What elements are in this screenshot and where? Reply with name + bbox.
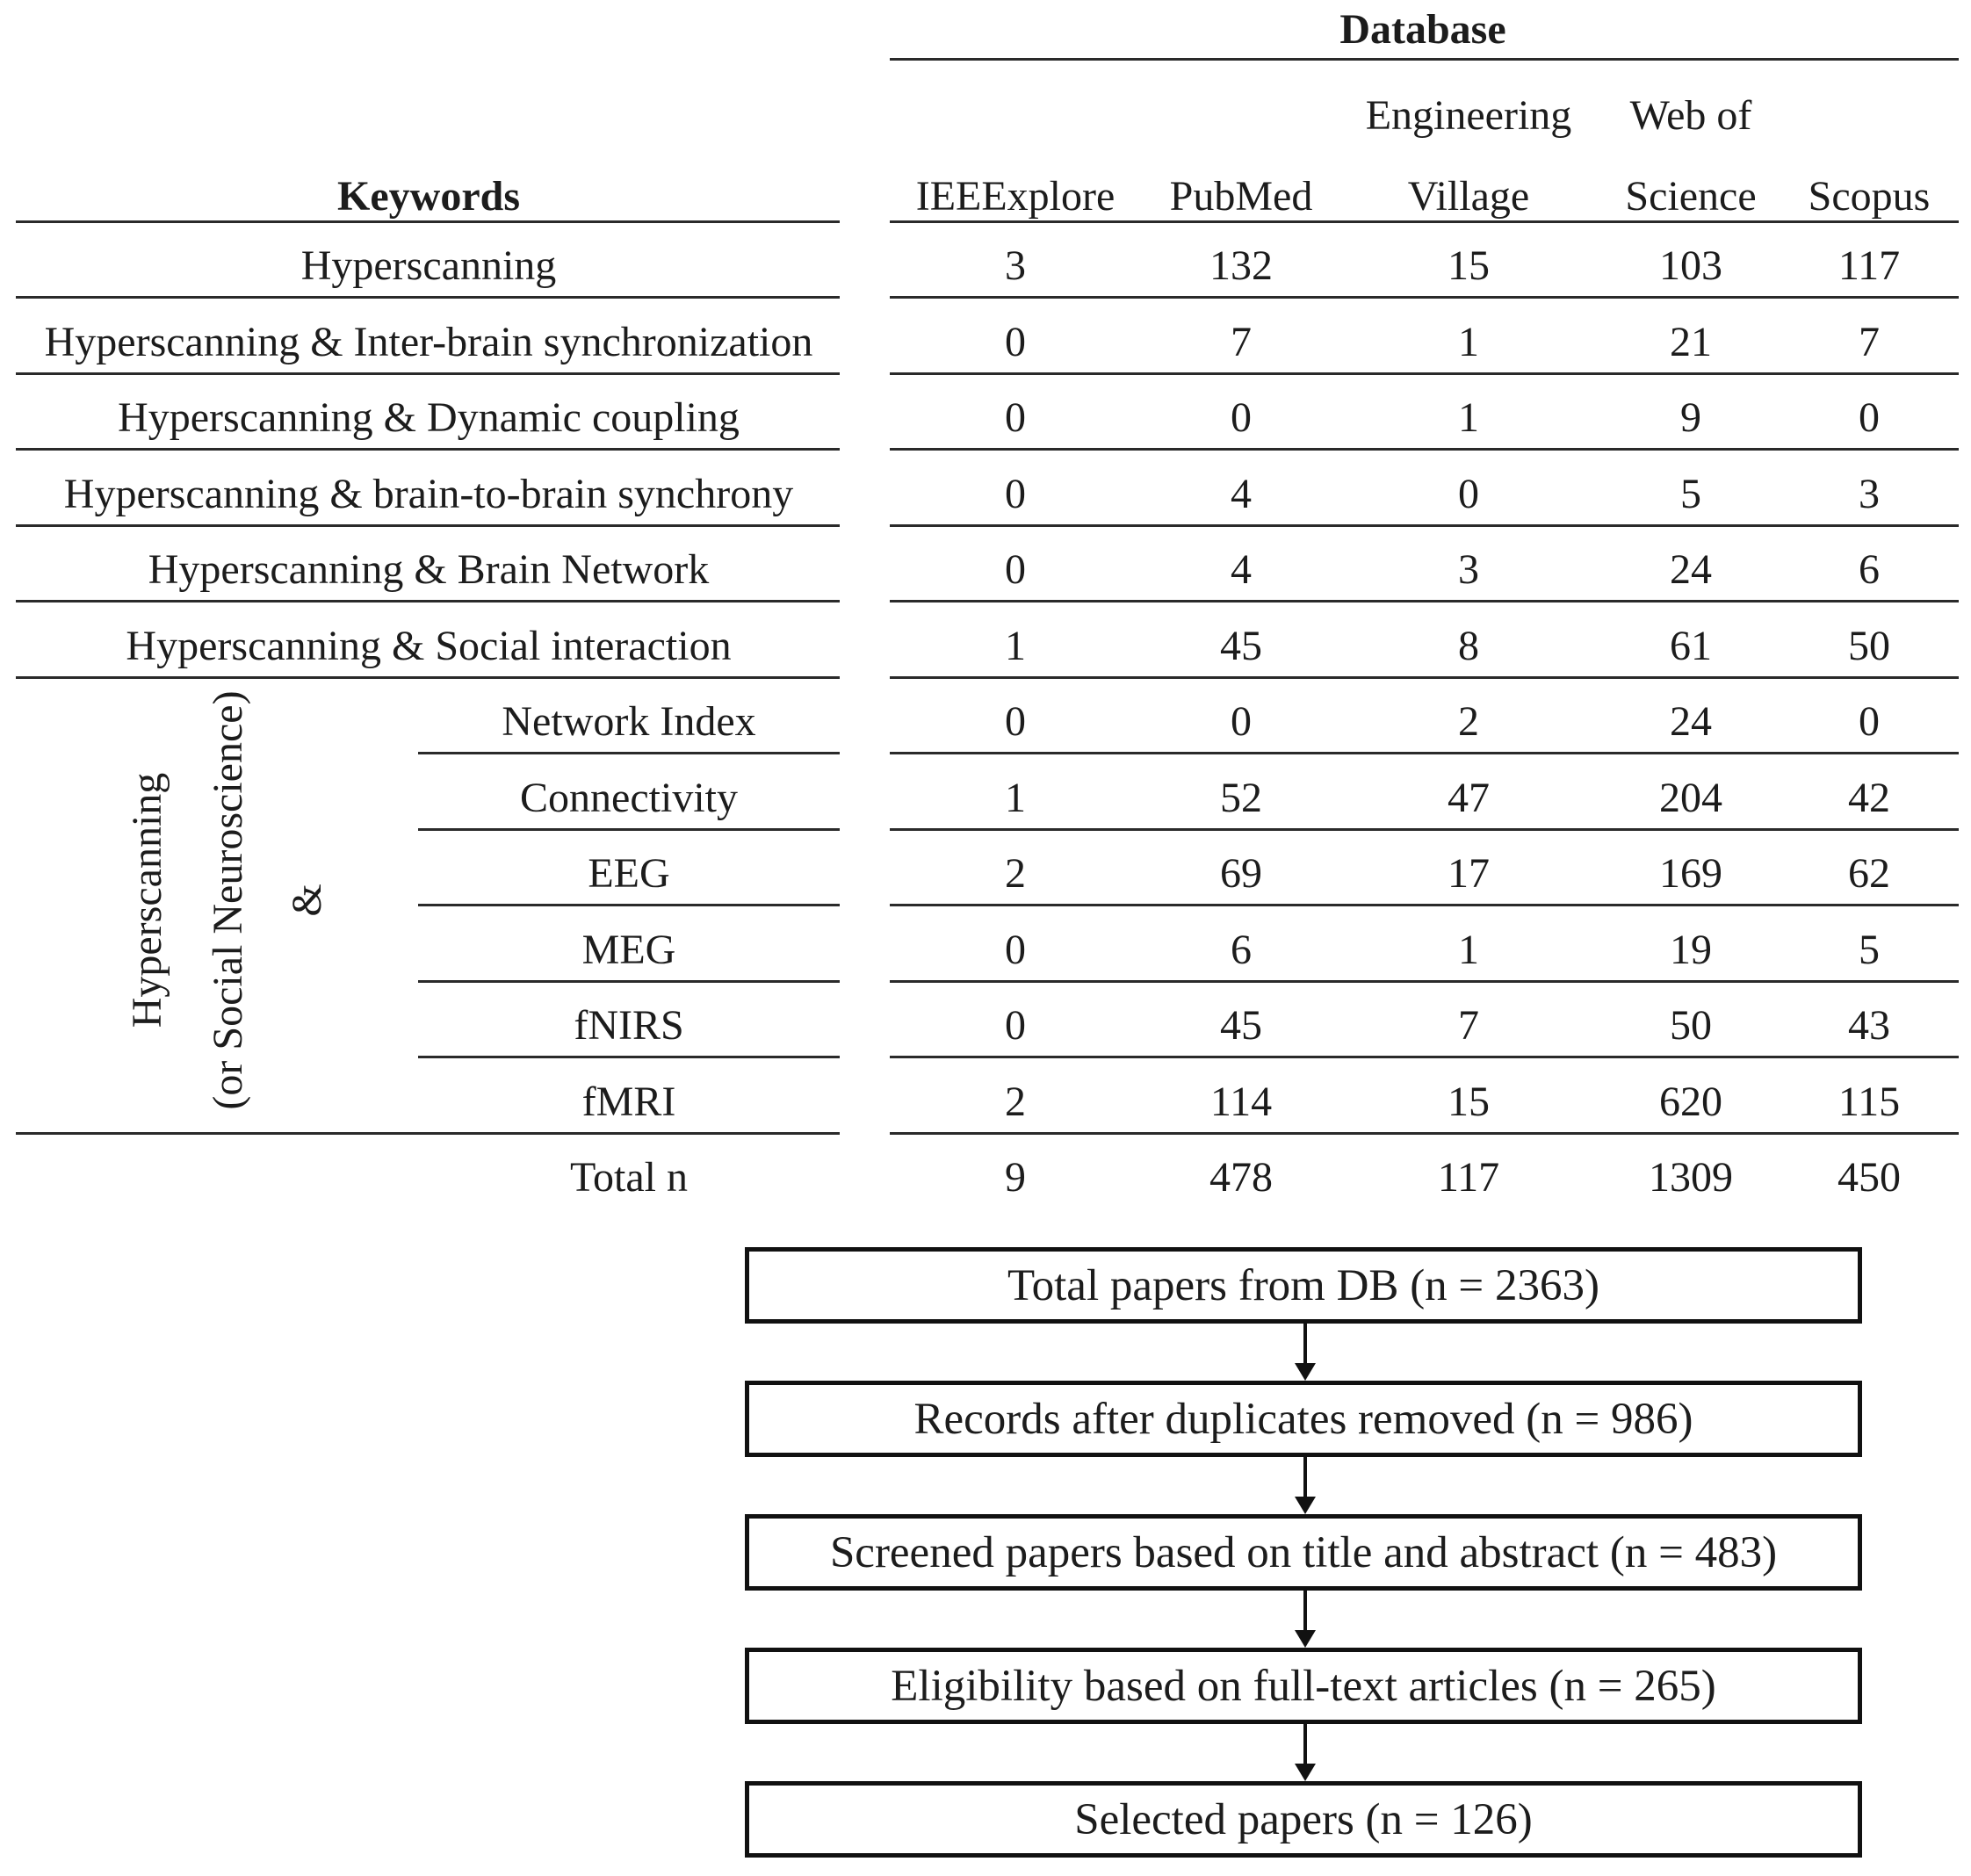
row-value: 50 <box>1848 622 1890 669</box>
row-value: 4 <box>1231 546 1252 593</box>
flow-arrow-head <box>1295 1497 1316 1514</box>
group-row-value: 42 <box>1848 774 1890 821</box>
row-rule-left <box>16 448 840 451</box>
flow-arrow-shaft <box>1303 1324 1307 1363</box>
group-row-keyword: EEG <box>588 850 670 897</box>
group-row-value: 45 <box>1220 1002 1262 1049</box>
row-value: 0 <box>1005 470 1026 517</box>
group-row-value: 0 <box>1005 1002 1026 1049</box>
database-header-rule <box>890 58 1959 61</box>
row-value: 0 <box>1005 546 1026 593</box>
row-value: 1 <box>1458 394 1479 441</box>
group-row-keyword: Connectivity <box>520 774 738 821</box>
row-rule-left <box>16 676 840 679</box>
column-header: Science <box>1625 173 1757 220</box>
row-rule-right <box>890 296 1959 299</box>
row-keyword: Hyperscanning & brain-to-brain synchrony <box>63 470 794 517</box>
flow-step-box: Eligibility based on full-text articles (n = 265) <box>745 1648 1862 1724</box>
row-rule-right <box>890 372 1959 375</box>
group-row-keyword: MEG <box>581 926 676 973</box>
group-row-rule-right <box>890 828 1959 831</box>
row-rule-right <box>890 448 1959 451</box>
group-row-value: 204 <box>1659 774 1722 821</box>
group-row-value: 15 <box>1448 1078 1490 1125</box>
group-row-value: 115 <box>1837 1078 1901 1125</box>
total-value: 117 <box>1437 1154 1500 1201</box>
row-keyword: Hyperscanning & Brain Network <box>148 546 710 593</box>
row-value: 4 <box>1231 470 1252 517</box>
group-row-value: 1 <box>1458 926 1479 973</box>
column-header: PubMed <box>1169 173 1313 220</box>
total-label: Total n <box>570 1154 688 1201</box>
row-rule-right <box>890 600 1959 602</box>
row-value: 7 <box>1231 318 1252 365</box>
total-value: 450 <box>1837 1154 1901 1201</box>
row-rule-left <box>16 296 840 299</box>
flow-arrow-shaft <box>1303 1457 1307 1497</box>
flow-arrow-head <box>1295 1363 1316 1381</box>
group-row-value: 19 <box>1670 926 1712 973</box>
row-value: 3 <box>1859 470 1880 517</box>
group-row-rule-left <box>418 828 840 831</box>
row-value: 9 <box>1680 394 1701 441</box>
group-row-value: 114 <box>1209 1078 1273 1125</box>
column-header: IEEExplore <box>915 173 1115 220</box>
group-row-value: 17 <box>1448 850 1490 897</box>
row-value: 61 <box>1670 622 1712 669</box>
row-value: 1 <box>1005 622 1026 669</box>
group-row-rule-left <box>418 904 840 906</box>
header-rule-left <box>16 220 840 223</box>
keywords-header: Keywords <box>337 173 520 220</box>
row-rule-left <box>16 372 840 375</box>
group-row-value: 620 <box>1659 1078 1722 1125</box>
group-row-value: 0 <box>1231 698 1252 745</box>
group-row-keyword: fMRI <box>581 1078 676 1125</box>
group-row-rule-right <box>890 1056 1959 1058</box>
row-value: 132 <box>1209 242 1273 289</box>
row-value: 5 <box>1680 470 1701 517</box>
column-header: Scopus <box>1808 173 1931 220</box>
row-rule-right <box>890 676 1959 679</box>
group-row-value: 0 <box>1005 698 1026 745</box>
group-row-value: 2 <box>1005 1078 1026 1125</box>
row-value: 3 <box>1458 546 1479 593</box>
group-row-rule-right <box>890 752 1959 754</box>
row-rule-left <box>16 600 840 602</box>
total-value: 478 <box>1209 1154 1273 1201</box>
group-row-keyword: Network Index <box>502 698 756 745</box>
group-row-rule-left <box>418 980 840 983</box>
group-row-value: 2 <box>1005 850 1026 897</box>
group-row-value: 6 <box>1231 926 1252 973</box>
flow-arrow-head <box>1295 1630 1316 1648</box>
group-row-rule-left <box>418 752 840 754</box>
flow-arrow-shaft <box>1303 1591 1307 1630</box>
group-label-line2: (or Social Neuroscience) <box>205 690 251 1110</box>
flow-step-box: Total papers from DB (n = 2363) <box>745 1247 1862 1324</box>
group-row-rule-left <box>16 1132 840 1135</box>
flow-arrow-head <box>1295 1764 1316 1781</box>
group-row-rule-right <box>890 980 1959 983</box>
group-row-keyword: fNIRS <box>574 1002 684 1049</box>
row-value: 15 <box>1448 242 1490 289</box>
row-value: 1 <box>1458 318 1479 365</box>
row-keyword: Hyperscanning <box>300 242 557 289</box>
row-value: 0 <box>1005 394 1026 441</box>
column-header-line1: Web of <box>1629 92 1752 139</box>
group-row-rule-right <box>890 1132 1959 1135</box>
group-row-value: 69 <box>1220 850 1262 897</box>
group-connector: & <box>284 884 330 917</box>
row-rule-right <box>890 524 1959 527</box>
row-value: 45 <box>1220 622 1262 669</box>
flow-step-box: Records after duplicates removed (n = 986) <box>745 1381 1862 1457</box>
flow-arrow-shaft <box>1303 1724 1307 1764</box>
group-row-value: 5 <box>1859 926 1880 973</box>
row-value: 0 <box>1231 394 1252 441</box>
group-row-value: 50 <box>1670 1002 1712 1049</box>
row-value: 103 <box>1659 242 1722 289</box>
group-row-value: 52 <box>1220 774 1262 821</box>
group-row-value: 169 <box>1659 850 1722 897</box>
group-row-rule-right <box>890 904 1959 906</box>
row-value: 8 <box>1458 622 1479 669</box>
total-value: 1309 <box>1649 1154 1733 1201</box>
total-value: 9 <box>1005 1154 1026 1201</box>
group-row-value: 7 <box>1458 1002 1479 1049</box>
group-label-line1: Hyperscanning <box>124 772 170 1028</box>
group-row-value: 62 <box>1848 850 1890 897</box>
column-header: Village <box>1407 173 1530 220</box>
row-value: 0 <box>1458 470 1479 517</box>
group-row-value: 0 <box>1859 698 1880 745</box>
group-row-value: 47 <box>1448 774 1490 821</box>
group-row-value: 2 <box>1458 698 1479 745</box>
row-value: 7 <box>1859 318 1880 365</box>
row-keyword: Hyperscanning & Dynamic coupling <box>118 394 740 441</box>
header-rule-right <box>890 220 1959 223</box>
group-row-value: 0 <box>1005 926 1026 973</box>
row-value: 117 <box>1837 242 1901 289</box>
flow-step-box: Screened papers based on title and abstract (n = 483) <box>745 1514 1862 1591</box>
row-keyword: Hyperscanning & Inter-brain synchronization <box>44 318 813 365</box>
row-rule-left <box>16 524 840 527</box>
database-header: Database <box>1339 6 1506 53</box>
group-row-rule-left <box>418 1056 840 1058</box>
group-row-value: 1 <box>1005 774 1026 821</box>
row-value: 0 <box>1005 318 1026 365</box>
row-value: 3 <box>1005 242 1026 289</box>
group-row-value: 43 <box>1848 1002 1890 1049</box>
row-value: 0 <box>1859 394 1880 441</box>
row-keyword: Hyperscanning & Social interaction <box>126 622 732 669</box>
row-value: 6 <box>1859 546 1880 593</box>
flow-step-box: Selected papers (n = 126) <box>745 1781 1862 1858</box>
column-header-line1: Engineering <box>1365 92 1572 139</box>
group-row-value: 24 <box>1670 698 1712 745</box>
row-value: 21 <box>1670 318 1712 365</box>
row-value: 24 <box>1670 546 1712 593</box>
